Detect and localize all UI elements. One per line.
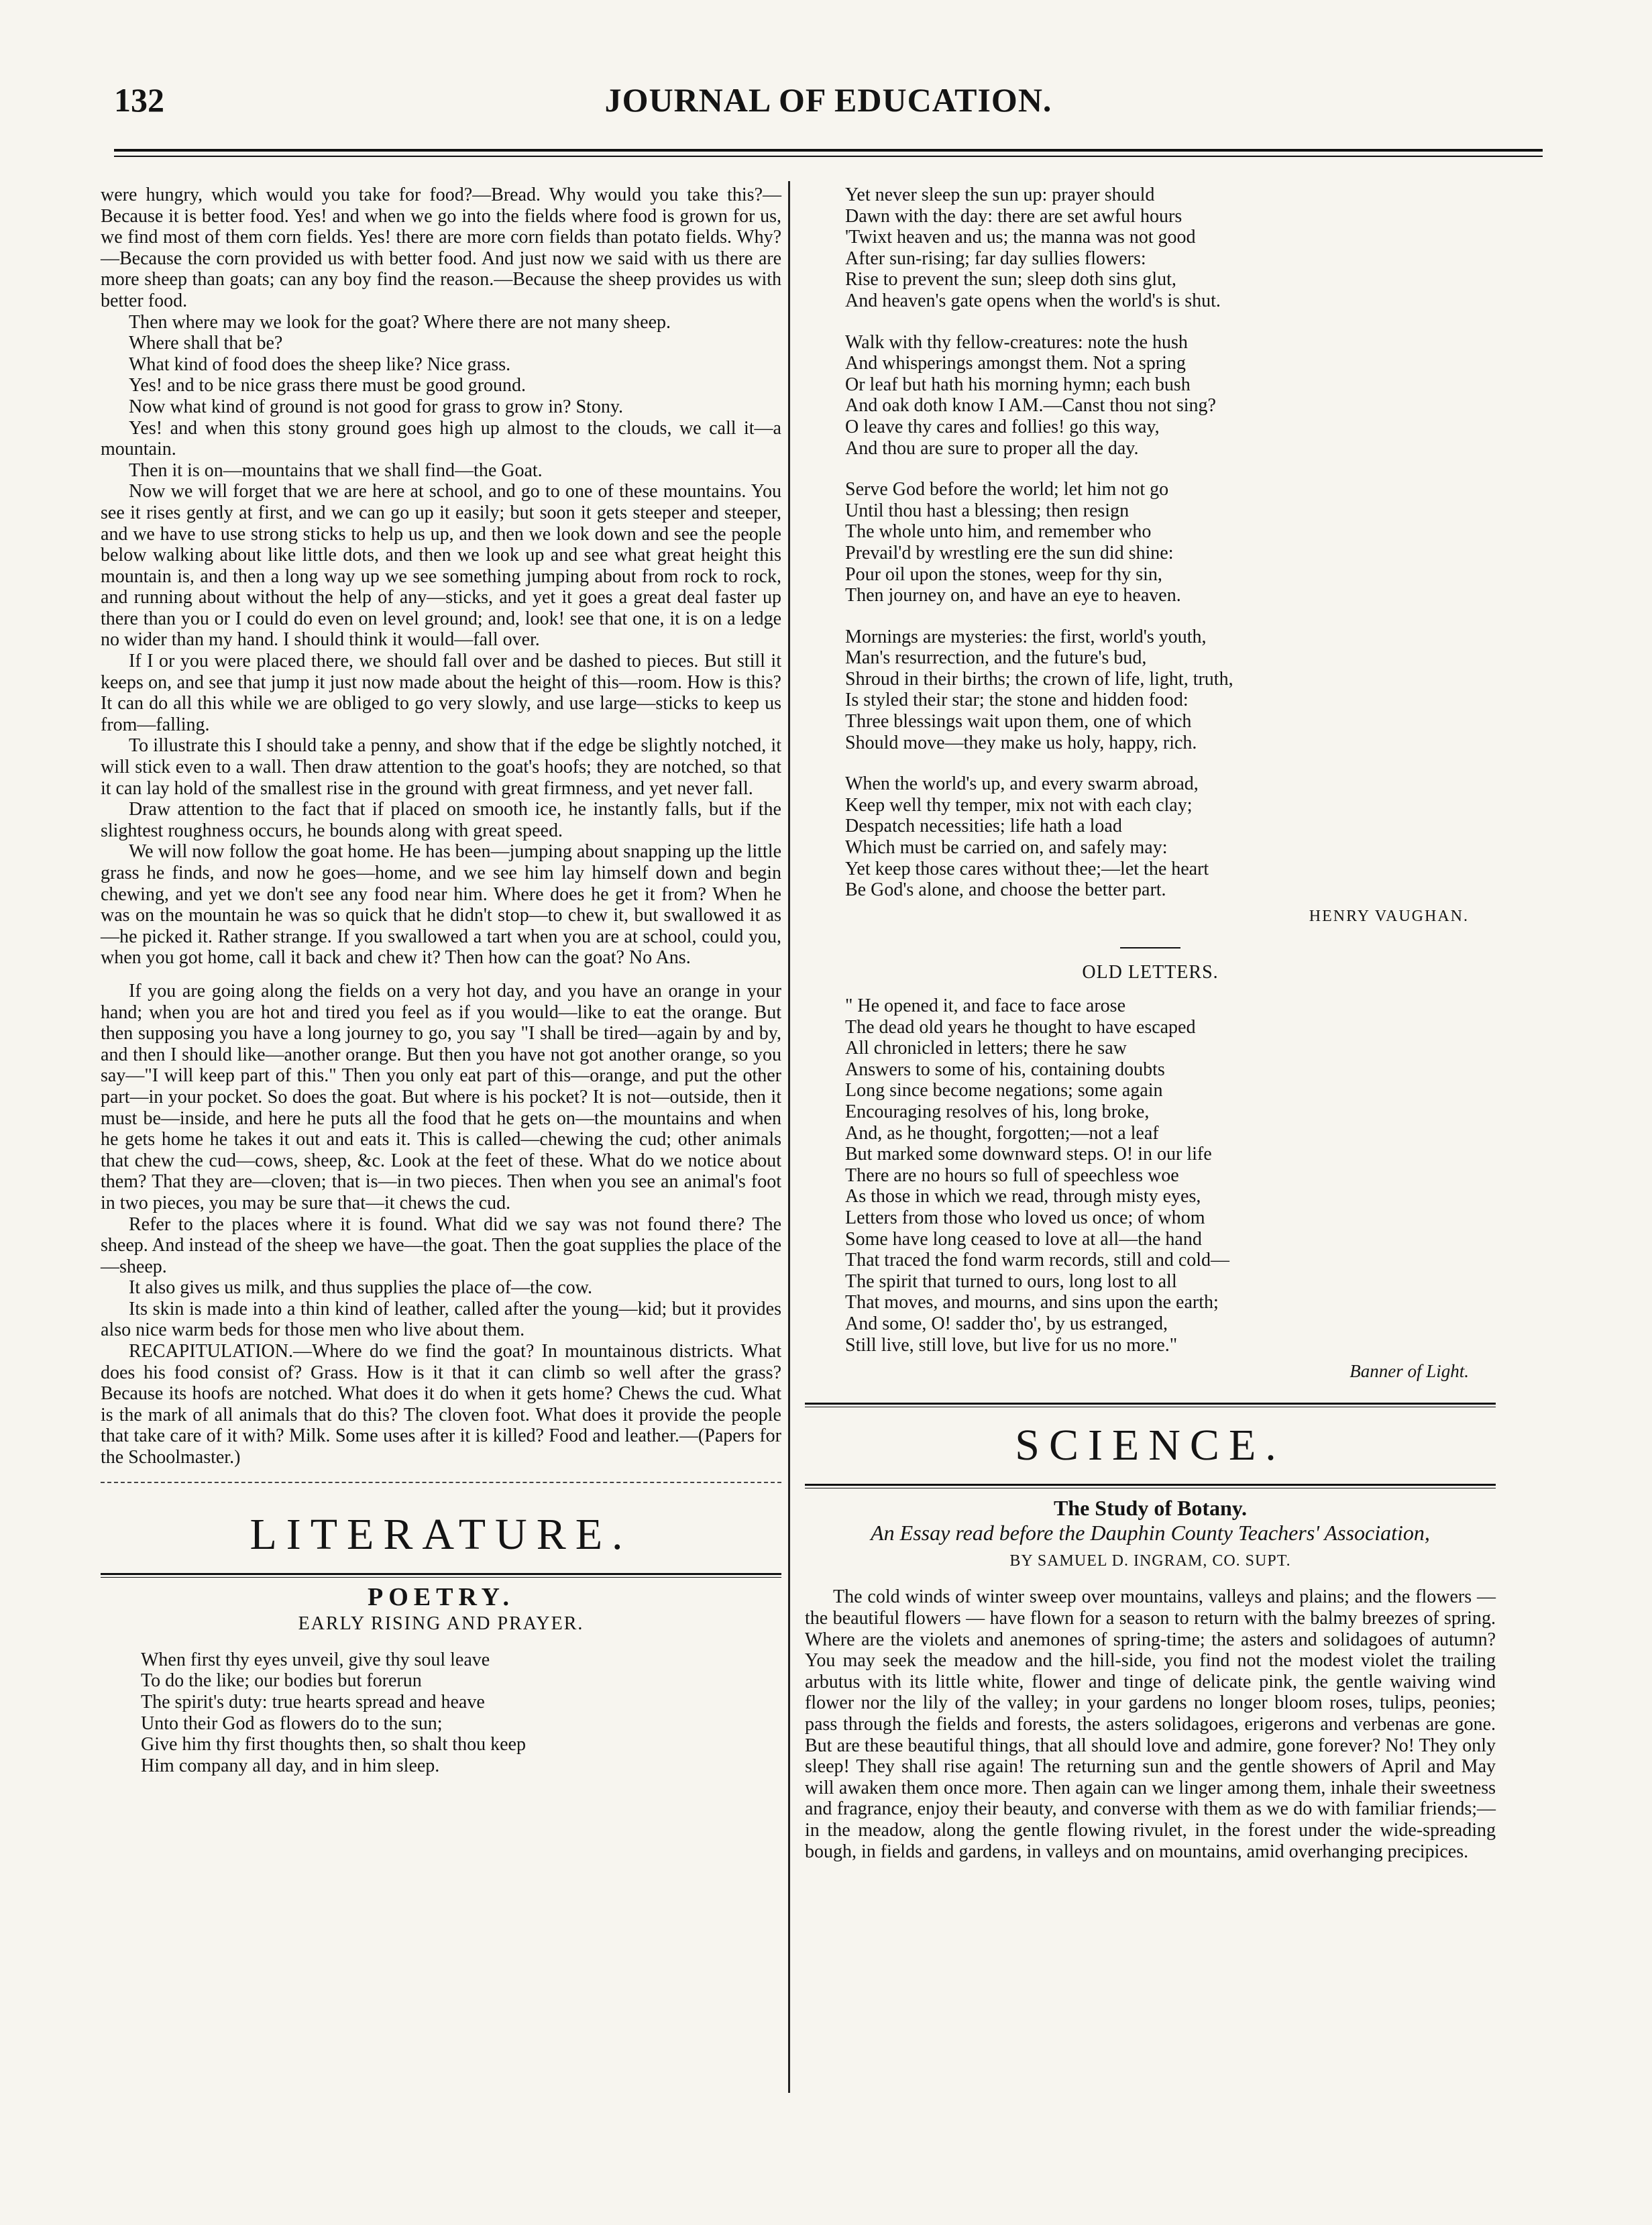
- verse-line: Walk with thy fellow-creatures: note the hush: [845, 331, 1188, 353]
- verse-line: Is styled their star; the stone and hidden food:: [845, 690, 1189, 711]
- verse-line: Long since become negations; some again: [845, 1080, 1163, 1101]
- verse-line: Him company all day, and in him sleep.: [141, 1755, 440, 1776]
- verse-line: But marked some downward steps. O! in our life: [845, 1144, 1212, 1165]
- verse-line: Rise to prevent the sun; sleep doth sins glut,: [845, 269, 1176, 290]
- verse-line: Pour oil upon the stones, weep for thy sin,: [845, 563, 1162, 585]
- verse-line: Yet keep those cares without thee;—let the heart: [845, 858, 1209, 879]
- verse-line: Give him thy first thoughts then, so shalt thou keep: [141, 1734, 526, 1755]
- poem-author: HENRY VAUGHAN.: [1309, 907, 1469, 925]
- verse-line: Shroud in their births; the crown of life, light, truth,: [845, 668, 1233, 690]
- verse-line: Unto their God as flowers do to the sun;: [141, 1713, 443, 1734]
- journal-title: JOURNAL OF EDUCATION.: [604, 81, 1052, 119]
- lesson-paragraph: Where shall that be?: [129, 333, 283, 354]
- poem-stanza: [805, 332, 1496, 459]
- verse-line: Some have long ceased to love at all—the hand: [845, 1228, 1202, 1250]
- lesson-paragraph: Now what kind of ground is not good for grass to grow in? Stony.: [129, 396, 624, 417]
- verse-line: The spirit's duty: true hearts spread and heave: [141, 1692, 485, 1713]
- verse-line: Three blessings wait upon them, one of which: [845, 711, 1192, 732]
- poem-stanza: [805, 479, 1496, 606]
- verse-line: And thou are sure to proper all the day.: [845, 437, 1139, 459]
- poem-title-old-letters: OLD LETTERS.: [1082, 962, 1219, 983]
- verse-line: Be God's alone, and choose the better part.: [845, 879, 1166, 901]
- header-rule: [114, 149, 1543, 152]
- verse-line: And, as he thought, forgotten;—not a leaf: [845, 1122, 1159, 1144]
- verse-line: The spirit that turned to ours, long lost to all: [845, 1270, 1177, 1292]
- column-divider: [788, 181, 790, 2093]
- short-rule: [1120, 947, 1180, 948]
- lesson-paragraph: Refer to the places where it is found. What did we say was not found there? The sheep. And instead of the sheep we have—the goat. Then the goat supplies the place of the—sheep.: [101, 1213, 781, 1277]
- poetry-heading: POETRY.: [367, 1582, 515, 1611]
- right-column: [805, 184, 1496, 1862]
- verse-line: Encouraging resolves of his, long broke,: [845, 1101, 1150, 1122]
- lesson-paragraph: Draw attention to the fact that if placed on smooth ice, he instantly falls, but if the slightest roughness occurs, he bounds along with great speed.: [101, 799, 781, 841]
- verse-line: And oak doth know I AM.—Canst thou not sing?: [845, 395, 1216, 417]
- lesson-paragraph: Its skin is made into a thin kind of leather, called after the young—kid; but it provides also nice warm beds for those men who live about them.: [101, 1298, 781, 1341]
- verse-line: And some, O! sadder tho', by us estranged,: [845, 1313, 1168, 1334]
- article-subtitle: An Essay read before the Dauphin County Teachers' Association,: [871, 1521, 1430, 1545]
- verse-line: 'Twixt heaven and us; the manna was not good: [845, 227, 1196, 248]
- verse-line: And heaven's gate opens when the world's is shut.: [845, 290, 1221, 311]
- section-rule-thin: [101, 1577, 781, 1578]
- lesson-paragraph: To illustrate this I should take a penny, and show that if the edge be slightly notched, it will stick even to a wall. Then draw attention to the goat's hoofs; they are notched, so that it can lay hold of the smallest rise in the ground with great firmness, and yet never fall.: [101, 735, 781, 799]
- article-paragraph: The cold winds of winter sweep over mountains, valleys and plains; and the flowers — the beautiful flowers — have flown for a season to return with the balmy breezes of spring. Where are the violets and anemones of spring-time; the asters and solidagoes of autumn? You may seek the meadow and the hill-side, you find not the modest violet the trailing arbutus with its little white, flower and tinge of delicate pink, the gentle waiving wind flower nor the lily of the valley; in your gardens no longer bloom roses, tulips, peonies; pass through the fields and forests, the asters solidagoes, erigerons and verbenas are gone. But are these beautiful things, that all should love and admire, gone forever? No! They only sleep! They shall rise again! The returning sun and the gentle showers of April and May will awaken them once more. Then again can we linger among them, inhale their sweetness and fragrance, enjoy their beauty, and converse with them as we do with familiar friends;—in the meadow, along the gentle flowing rivulet, in the forest under the wide-spreading bough, in fields and gardens, in valleys and on mountains, amid overhanging precipices.: [805, 1586, 1496, 1862]
- poem-stanza: [101, 1649, 781, 1777]
- lesson-paragraph: Yes! and when this stony ground goes high up almost to the clouds, we call it—a mountain.: [101, 417, 781, 460]
- article-byline: BY SAMUEL D. INGRAM, CO. SUPT.: [1009, 1552, 1291, 1570]
- section-rule: [805, 1403, 1496, 1405]
- verse-line: Still live, still love, but live for us no more.": [845, 1334, 1178, 1356]
- verse-line: To do the like; our bodies but forerun: [141, 1670, 422, 1692]
- verse-line: Serve God before the world; let him not go: [845, 479, 1169, 500]
- lesson-paragraph: Then it is on—mountains that we shall find—the Goat.: [129, 459, 543, 481]
- verse-line: Prevail'd by wrestling ere the sun did shine:: [845, 542, 1174, 563]
- lesson-paragraph: Then where may we look for the goat? Where there are not many sheep.: [129, 311, 671, 333]
- verse-line: Letters from those who loved us once; of whom: [845, 1207, 1205, 1228]
- verse-line: Man's resurrection, and the future's bud,: [845, 647, 1147, 669]
- section-divider: [101, 1482, 781, 1483]
- verse-line: All chronicled in letters; there he saw: [845, 1038, 1127, 1059]
- lesson-paragraph: Yes! and to be nice grass there must be good ground.: [129, 375, 527, 396]
- verse-line: Which must be carried on, and safely may:: [845, 837, 1168, 859]
- lesson-paragraph: If you are going along the fields on a very hot day, and you have an orange in your hand; when you are hot and tired you feel as if you would—like to eat the orange. But then supposing you have a long journey to go, you say "I shall be tired—again by and by, and then I should like—another orange. But then you have not got another orange, so you say—"I will keep part of this." Then you only eat part of this—orange, and put the other part—in your pocket. So does the goat. But where is his pocket? It is not—outside, then it must be—inside, and here he puts all the food that he gets on—the mountains and when he gets home he takes it out and eats it. This is called—chewing the cud; other animals that chew the cud—cows, sheep, &c. Look at the feet of these. What do we notice about them? That they are—cloven; that is—in two pieces. Then when you see an animal's foot in two pieces, you may be sure that—it chews the cud.: [101, 980, 781, 1213]
- poem-source: Banner of Light.: [1350, 1361, 1469, 1382]
- poem-stanza: [805, 773, 1496, 901]
- lesson-paragraph: were hungry, which would you take for food?—Bread. Why would you take this?—Because it is better food. Yes! and when we go into the fields where food is grown for us, we find most of them corn fields. Yes! there are more corn fields than potato fields. Why?—Because the corn provided us with better food. And just now we said with us there are more sheep than goats; can any boy find the reason.—Because the sheep provides us with better food.: [101, 184, 781, 311]
- verse-line: And whisperings amongst them. Not a spring: [845, 353, 1186, 374]
- verse-line: Mornings are mysteries: the first, world's youth,: [845, 626, 1207, 647]
- science-heading: SCIENCE.: [1015, 1420, 1286, 1470]
- left-column: [101, 184, 781, 1796]
- verse-line: Or leaf but hath his morning hymn; each bush: [845, 374, 1191, 395]
- verse-line: O leave thy cares and follies! go this way,: [845, 416, 1160, 437]
- section-rule: [805, 1484, 1496, 1486]
- lesson-paragraph: It also gives us milk, and thus supplies the place of—the cow.: [129, 1277, 593, 1299]
- verse-line: Until thou hast a blessing; then resign: [845, 500, 1130, 521]
- article-title: The Study of Botany.: [1053, 1495, 1248, 1520]
- section-rule: [101, 1573, 781, 1575]
- page-number: 132: [114, 81, 164, 119]
- verse-line: Dawn with the day: there are set awful hours: [845, 205, 1182, 227]
- poem-stanza: [805, 627, 1496, 754]
- poem-old-letters: [805, 995, 1496, 1356]
- lesson-paragraph: If I or you were placed there, we should fall over and be dashed to pieces. But still it keeps on, and see that jump it just now made about the height of this—room. How is this? It can do all this while we are obliged to go very slowly, and use large—sticks to keep us from—falling.: [101, 651, 781, 735]
- poem-title-early-rising: EARLY RISING AND PRAYER.: [298, 1613, 584, 1635]
- verse-line: There are no hours so full of speechless woe: [845, 1164, 1179, 1186]
- verse-line: When first thy eyes unveil, give thy soul leave: [141, 1649, 490, 1670]
- verse-line: When the world's up, and every swarm abroad,: [845, 773, 1199, 795]
- verse-line: The whole unto him, and remember who: [845, 521, 1152, 543]
- verse-line: That moves, and mourns, and sins upon the earth;: [845, 1292, 1219, 1313]
- verse-line: As those in which we read, through misty eyes,: [845, 1186, 1201, 1207]
- verse-line: That traced the fond warm records, still and cold—: [845, 1250, 1230, 1271]
- literature-heading: LITERATURE.: [250, 1509, 632, 1559]
- verse-line: Answers to some of his, containing doubts: [845, 1059, 1165, 1080]
- header-rule-thin: [114, 156, 1543, 157]
- verse-line: Despatch necessities; life hath a load: [845, 816, 1122, 837]
- verse-line: The dead old years he thought to have escaped: [845, 1016, 1196, 1038]
- lesson-paragraph: What kind of food does the sheep like? Nice grass.: [129, 354, 511, 375]
- verse-line: Then journey on, and have an eye to heaven.: [845, 585, 1181, 606]
- lesson-paragraph: We will now follow the goat home. He has been—jumping about snapping up the little grass he finds, and now he goes—home, and we see him lay himself down and begin chewing, and yet we don't see any food near him. Where does he get it from? When he was on the mountain he was so quick that he didn't stop—to chew it, but swallowed it as—he picked it. Rather strange. If you swallowed a tart when you are at school, could you, when you got home, call it back and chew it? Then how can the goat? No Ans.: [101, 841, 781, 969]
- verse-line: Should move—they make us holy, happy, rich.: [845, 732, 1197, 753]
- verse-line: After sun-rising; far day sullies flowers:: [845, 248, 1146, 269]
- lesson-paragraph: RECAPITULATION.—Where do we find the goat? In mountainous districts. What does his food consist of? Grass. How is it that it can climb so well after the grass? Because its hoofs are notched. What does it do when it gets home? Chews the cud. What is the mark of all animals that do this? The cloven foot. What does it provide the people that take care of it with? Milk. Some uses after it is killed? Food and leather.—(Papers for the Schoolmaster.): [101, 1341, 781, 1468]
- poem-stanza: [805, 184, 1496, 312]
- page-header: [114, 80, 1543, 127]
- verse-line: Keep well thy temper, mix not with each clay;: [845, 794, 1193, 816]
- verse-line: Yet never sleep the sun up: prayer should: [845, 184, 1155, 205]
- lesson-paragraph: Now we will forget that we are here at school, and go to one of these mountains. You see it rises gently at first, and we can go up it easily; but soon it gets steeper and steeper, and we have to use strong sticks to help us up, and then we look down and see the people below walking about like little dots, and then we look up and see what great height this mountain is, and then a long way up we see something jumping about from rock to rock, and running about without the help of any—sticks, and yet it goes a great deal faster up there than you or I could do even on level ground; and, look! see that one, it is on a ledge no wider than my hand. I should think it would—fall over.: [101, 481, 781, 651]
- goat-lesson: [101, 184, 781, 1468]
- verse-line: " He opened it, and face to face arose: [845, 995, 1125, 1016]
